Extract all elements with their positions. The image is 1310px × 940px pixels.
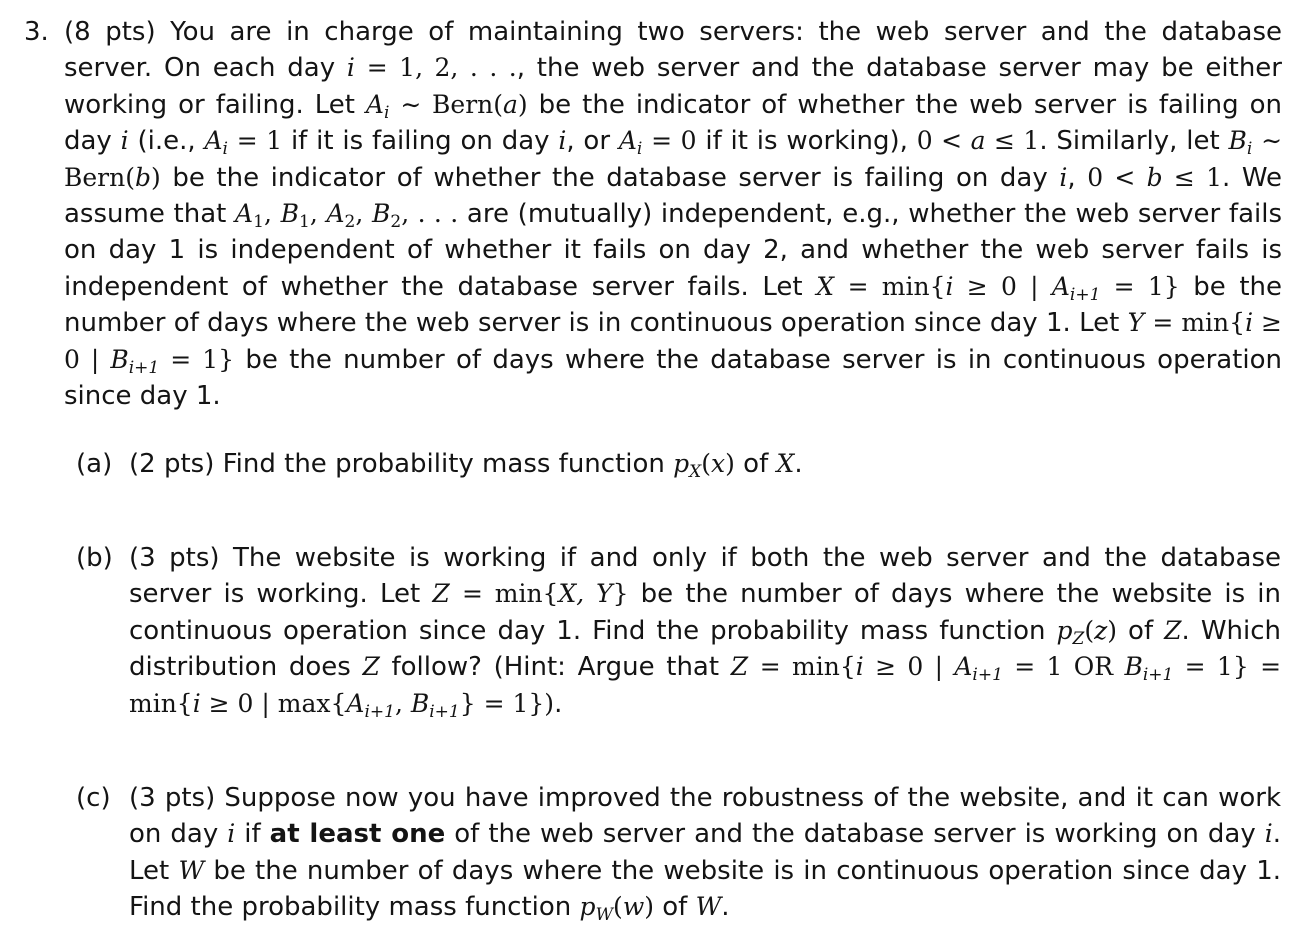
part-b — [76, 540, 1281, 722]
part-a-label: (a) — [76, 449, 113, 479]
part-c — [76, 780, 1281, 926]
part-a — [76, 446, 1281, 482]
part-b-text: (3 pts) The website is working if and only if both the web server and the database server is working. Let Z = min{X, Y} be the number of days where the website is in continuous operation since day 1. Find the probability mass function $p_Z(z)$ of Z. Which distribution does Z follow? (Hint: Argue that Z = min{i ≥ 0 | $A_{i+1} = 1$ OR $B_{i+1} = 1\} = \min\{i \ge 0$ | $\max\{A_{i+1}$, $B_{i+1}\} = 1$}). — [129, 543, 1282, 722]
problem-3 — [24, 14, 1282, 414]
problem-number: 3. — [24, 17, 49, 47]
part-b-label: (b) — [76, 543, 113, 573]
problem-intro: (8 pts) You are in charge of maintaining two servers: the web server and the database server. On each day i = 1, 2, . . ., the web server and the database server may be either working or failing. Let $A_i$ ∼ Bern(a) be the indicator of whether the web server is failing on day i (i.e., $A_i = 1$ if it is failing on day i, or $A_i = 0$ if it is working), 0 < a ≤ 1. Similarly, let $B_i$ ∼ Bern(b) be the indicator of whether the database server is failing on day i, 0 < b ≤ 1. We assume that $A_1$, $B_1$, $A_2$, $B_2$, . . . are (mutually) independent, e.g., whether the web server fails on day 1 is independent of whether it fails on day 2, and whether the web server fails is independent of whether the database server fails. Let X = min{i ≥ 0 | $A_{i+1} = 1$} be the number of days where the web server is in continuous operation since day 1. Let Y = min{i ≥ 0 | $B_{i+1} = 1$} be the number of days where the database server is in continuous operation since day 1. — [64, 17, 1283, 412]
part-c-label: (c) — [76, 783, 111, 813]
part-c-text: (3 pts) Suppose now you have improved the robustness of the website, and it can work on day i if at least one of the web server and the database server is working on day i. Let W be the number of days where the website is in continuous operation since day 1. Find the probability mass function $p_W(w)$ of W. — [129, 783, 1282, 926]
part-a-text: (2 pts) Find the probability mass function $p_X(x)$ of X. — [129, 449, 803, 483]
